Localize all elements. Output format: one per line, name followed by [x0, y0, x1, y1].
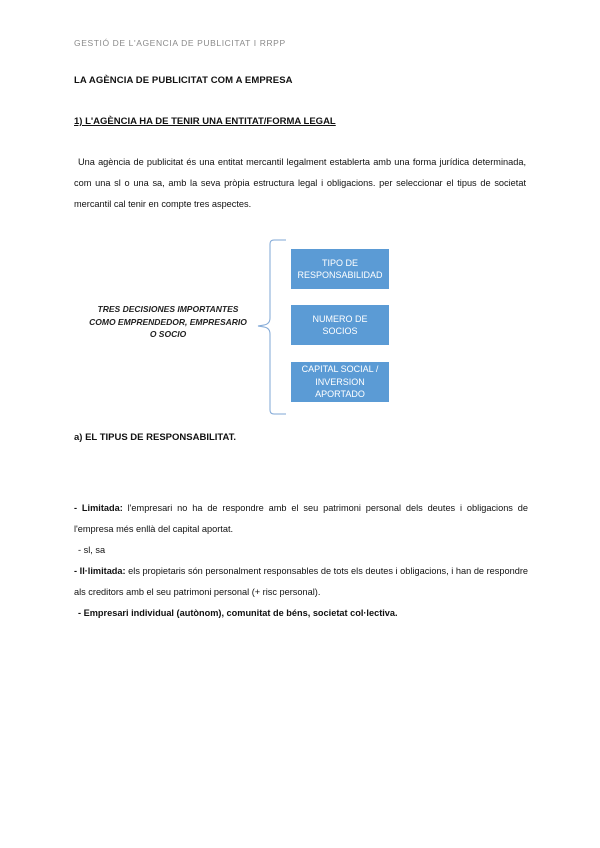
item-unlimited	[74, 561, 528, 603]
diagram-box-partners	[291, 305, 389, 345]
box-line: CAPITAL SOCIAL /	[301, 364, 379, 375]
item-unlimited-example: - Empresari individual (autònom), comunitat de béns, societat col·lectiva.	[78, 608, 398, 618]
box-line: SOCIOS	[322, 326, 358, 336]
diagram-label	[82, 303, 254, 341]
box-line: TIPO DE	[321, 257, 358, 268]
item-text: l'empresari no ha de respondre amb el seu patrimoni personal dels deutes i obligacions de l'empresa més enllà del capital aportat.	[74, 503, 528, 534]
item-term: - Limitada:	[74, 503, 123, 513]
item-term: - Il·limitada:	[74, 566, 126, 576]
diagram-box-capital	[291, 362, 389, 402]
document-title: LA AGÈNCIA DE PUBLICITAT COM A EMPRESA	[74, 75, 293, 86]
diagram-label-line: COMO EMPRENDEDOR, EMPRESARIO	[89, 316, 247, 327]
section-heading-responsibility: a) EL TIPUS DE RESPONSABILITAT.	[74, 432, 237, 443]
intro-paragraph: Una agència de publicitat és una entitat mercantil legalment establerta amb una forma jurídica determinada, com una sl o una sa, amb la seva pròpia estructura legal i obligacions. per seleccionar el tipus de societat mercantil cal tenir en compte tres aspectes.	[74, 157, 526, 209]
box-line: APORTADO	[315, 389, 365, 400]
item-text: els propietaris són personalment responsables de tots els deutes i obligacions, i han de respondre als creditors amb el seu patrimoni personal (+ risc personal).	[74, 566, 528, 597]
diagram-label-line: O SOCIO	[149, 329, 187, 339]
diagram-brace	[254, 238, 290, 416]
diagram-box-responsibility	[291, 249, 389, 289]
box-line: RESPONSABILIDAD	[297, 270, 383, 280]
diagram-label-line: TRES DECISIONES IMPORTANTES	[97, 304, 239, 314]
box-line: NUMERO DE	[312, 313, 368, 324]
item-limited	[74, 498, 528, 540]
section-heading-legal-form: 1) L'AGÈNCIA HA DE TENIR UNA ENTITAT/FORMA LEGAL	[74, 116, 336, 127]
item-limited-example: - sl, sa	[78, 545, 106, 555]
page-header: GESTIÓ DE L'AGENCIA DE PUBLICITAT I RRPP	[74, 38, 286, 48]
box-line: INVERSION	[315, 376, 365, 387]
